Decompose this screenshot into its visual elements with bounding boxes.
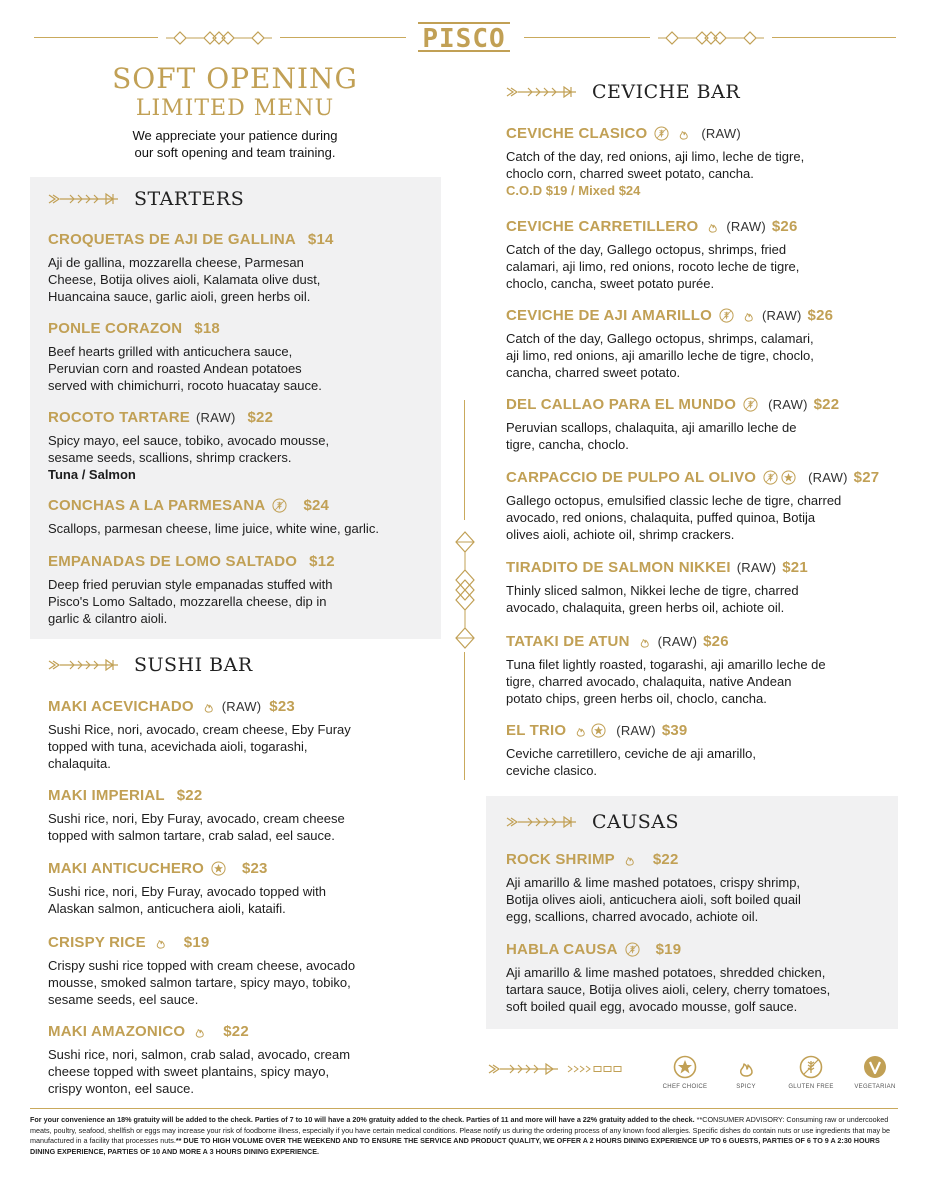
- header-ornament-right: [658, 30, 764, 46]
- spicy-icon: [573, 723, 588, 738]
- gluten-free-icon: [625, 942, 640, 957]
- footer-advisory: For your convenience an 18% gratuity will be added to the check. Parties of 7 to 10 will have a 20% gratuity added to the check. Parties of 11 and more will have a 22% gratuity added to the check. **CONSUMER ADVISORY: Consuming raw or undercooked meats, poultry, seafood, shellfish or eggs may increase your risk of foodborne illness, especially if you have certain medical conditions. Please notify us during the ordering process of any known food allergies. Specific dishes do contain nuts or use ingredients that may be manufactured in a facility that processes nuts.** DUE TO HIGH VOLUME OVER THE WEEKEND AND TO ENSURE THE SERVICE AND PRODUCT QUALITY, WE OFFER A 2 HOURS DINING EXPERIENCE UP TO 6 GUESTS, PARTIES OF 6 TO 9 A 2:30 HOURS DINING EXPERIENCE, PARTIES OF 10 AND MORE A 3 HOURS DINING EXPERIENCE.: [30, 1115, 891, 1156]
- header-ornament-left: [166, 30, 272, 46]
- legend-arrow-ornament-icon: [488, 1063, 638, 1075]
- gluten-free-icon: [743, 397, 758, 412]
- spicy-icon: [201, 699, 216, 714]
- gluten-free-icon: [763, 470, 778, 485]
- section-title: SUSHI BAR: [134, 654, 253, 676]
- spicy-icon: [705, 219, 720, 234]
- center-divider-ornament: [454, 530, 476, 650]
- menu-item-tataki-atun: TATAKI DE ATUN (RAW) $26 Tuna filet lightly roasted, togarashi, aji amarillo leche de tigre, charred avocado, chalaquita, native Andean potato chips, green herbs oil, choclo, cancha.: [506, 633, 826, 706]
- menu-item-el-trio: EL TRIO (RAW) $39 Ceviche carretillero, ceviche de aji amarillo, ceviche clasico.: [506, 722, 756, 778]
- menu-item-rocoto-tartare: ROCOTO TARTARE (RAW) $22 Spicy mayo, eel sauce, tobiko, avocado mousse, sesame seeds, scallions, shrimp crackers. Tuna / Salmon: [48, 409, 330, 482]
- header-rule-left-outer: [34, 37, 158, 38]
- menu-item-ponle-corazon: PONLE CORAZON $18 Beef hearts grilled with anticuchera sauce, Peruvian corn and roasted Andean potatoes served with chimichurri, rocoto huacatay sauce.: [48, 320, 322, 393]
- causas-header: [506, 811, 679, 833]
- menu-item-empanadas: EMPANADAS DE LOMO SALTADO $12 Deep fried peruvian style empanadas stuffed with Pisco's Lomo Saltado, mozzarella cheese, dip in garlic & cilantro aioli.: [48, 553, 335, 626]
- spicy-icon: [153, 935, 168, 950]
- arrow-ornament-icon: [48, 193, 120, 205]
- menu-item-rock-shrimp: ROCK SHRIMP $22 Aji amarillo & lime mashed potatoes, crispy shrimp, Botija olives aioli, anticuchera aioli, soft boiled quail egg, scallions, charred avocado, achiote oil.: [506, 851, 801, 924]
- center-divider-bottom: [464, 652, 465, 780]
- chef-choice-icon: [781, 470, 796, 485]
- spicy-icon: [741, 308, 756, 323]
- legend-gluten-free: GLUTEN FREE: [781, 1055, 841, 1090]
- page-subtitle-title: LIMITED MENU: [135, 96, 335, 121]
- brand-logo: PISCO: [418, 22, 510, 52]
- menu-item-ceviche-carretillero: CEVICHE CARRETILLERO (RAW) $26 Catch of the day, Gallego octopus, shrimps, fried calamari, aji limo, red onions, rocoto leche de tigre, choclo, cancha, sweet potato purée.: [506, 218, 800, 291]
- arrow-ornament-icon: [506, 86, 578, 98]
- legend-chef-choice: CHEF CHOICE: [655, 1055, 715, 1090]
- menu-item-ceviche-clasico: CEVICHE CLASICO (RAW) Catch of the day, red onions, aji limo, leche de tigre, choclo corn, charred sweet potato, cancha. C.O.D $19 / Mixed $24: [506, 125, 805, 198]
- spicy-icon: [622, 852, 637, 867]
- spicy-icon: [192, 1024, 207, 1039]
- menu-item-carpaccio-pulpo: CARPACCIO DE PULPO AL OLIVO (RAW) $27 Gallego octopus, emulsified classic leche de tigre, charred avocado, red onions, chalaquita, puffed quinoa, Botija olives aioli, achiote oil, shrimp crackers.: [506, 469, 880, 542]
- arrow-ornament-icon: [506, 816, 578, 828]
- center-divider-top: [464, 400, 465, 520]
- spicy-icon: [637, 634, 652, 649]
- gluten-free-icon: [654, 126, 669, 141]
- header-rule-right-outer: [772, 37, 896, 38]
- legend-vegetarian: VEGETARIAN: [845, 1055, 905, 1090]
- legend-spicy: SPICY: [716, 1055, 776, 1090]
- menu-item-maki-amazonico: MAKI AMAZONICO $22 Sushi rice, nori, salmon, crab salad, avocado, cream cheese topped with sweet plantains, spicy mayo, crispy wonton, eel sauce.: [48, 1023, 351, 1096]
- arrow-ornament-icon: [48, 659, 120, 671]
- header-rule-right-inner: [524, 37, 650, 38]
- menu-item-croquetas: CROQUETAS DE AJI DE GALLINA $14 Aji de gallina, mozzarella cheese, Parmesan Cheese, Botija olives aioli, Kalamata olive dust, Huancaina sauce, garlic aioli, green herbs oil.: [48, 231, 334, 304]
- menu-item-ceviche-aji-amarillo: CEVICHE DE AJI AMARILLO (RAW) $26 Catch of the day, Gallego octopus, shrimps, calamari, aji limo, red onions, aji amarillo leche de tigre, choclo, cancha, charred sweet potato.: [506, 307, 834, 380]
- menu-item-habla-causa: HABLA CAUSA $19 Aji amarillo & lime mashed potatoes, shredded chicken, tartara sauce, Botija olives aioli, celery, cherry tomatoes, soft boiled quail egg, avocado mousse, golf sauce.: [506, 941, 831, 1014]
- menu-item-crispy-rice: CRISPY RICE $19 Crispy sushi rice topped with cream cheese, avocado mousse, smoked salmon tartare, spicy mayo, tobiko, sesame seeds, eel sauce.: [48, 934, 356, 1007]
- ceviche-header: [506, 81, 740, 103]
- page-title: SOFT OPENING: [112, 62, 358, 95]
- menu-item-maki-anticuchero: MAKI ANTICUCHERO $23 Sushi rice, nori, Eby Furay, avocado topped with Alaskan salmon, anticuchera aioli, kataifi.: [48, 860, 326, 916]
- spicy-icon: [676, 126, 691, 141]
- chef-choice-icon: [591, 723, 606, 738]
- footer-rule: [30, 1108, 898, 1109]
- section-title: CEVICHE BAR: [592, 81, 741, 103]
- section-title: CAUSAS: [592, 811, 680, 833]
- chef-choice-icon: [673, 1055, 697, 1079]
- header-rule-left-inner: [280, 37, 406, 38]
- gluten-free-icon: [719, 308, 734, 323]
- sushi-header: [48, 654, 253, 676]
- menu-item-maki-imperial: MAKI IMPERIAL $22 Sushi rice, nori, Eby Furay, avocado, cream cheese topped with salmon tartare, crab salad, eel sauce.: [48, 787, 345, 843]
- menu-item-conchas: CONCHAS A LA PARMESANA $24 Scallops, parmesan cheese, lime juice, white wine, garlic.: [48, 497, 379, 536]
- menu-item-del-callao: DEL CALLAO PARA EL MUNDO (RAW) $22 Peruvian scallops, chalaquita, aji amarillo leche de tigre, cancha, choclo.: [506, 396, 840, 452]
- soft-opening-note: We appreciate your patience during our soft opening and team training.: [132, 128, 338, 160]
- section-title: STARTERS: [134, 188, 245, 210]
- gluten-free-icon: [799, 1055, 823, 1079]
- menu-item-maki-acevichado: MAKI ACEVICHADO (RAW) $23 Sushi Rice, nori, avocado, cream cheese, Eby Furay topped with tuna, acevichada aioli, togarashi, chalaquita.: [48, 698, 351, 771]
- gluten-free-icon: [272, 498, 287, 513]
- starters-header: [48, 188, 244, 210]
- vegetarian-icon: [863, 1055, 887, 1079]
- chef-choice-icon: [211, 861, 226, 876]
- spicy-icon: [734, 1055, 758, 1079]
- menu-item-tiradito-salmon: TIRADITO DE SALMON NIKKEI (RAW) $21 Thinly sliced salmon, Nikkei leche de tigre, charred avocado, chalaquita, green herbs oil, achiote oil.: [506, 559, 808, 615]
